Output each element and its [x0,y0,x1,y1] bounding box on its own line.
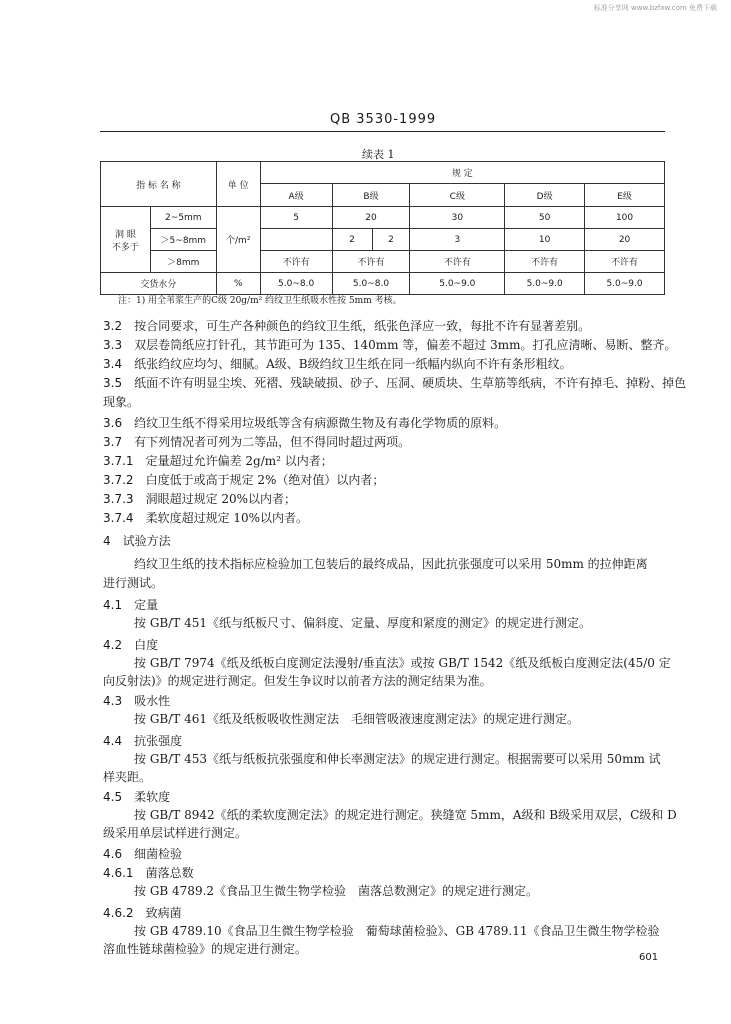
cell: 50 [505,207,585,229]
clause-4-1 [103,597,158,614]
clause-3-7-1 [103,453,333,470]
cell: 2 [332,229,372,251]
row-label: ＞8mm [150,251,216,273]
header-indicator-name: 指 标 名 称 [101,162,217,207]
table-title: 续表 1 [362,148,395,161]
clause-title: 抗张强度 [134,734,183,748]
clause-title: 柔软度 [134,790,171,804]
clause-title: 菌落总数 [145,866,194,880]
clause-4-6-1 [103,865,194,882]
row-unit: % [216,273,260,295]
clause-4-2-line1: 按 GB/T 7974《纸及纸板白度测定法漫射/垂直法》或按 GB/T 1542《纸及纸板白度测定法(45/0 定 [134,656,671,670]
header-grade-e: E级 [585,184,665,207]
clause-number: 3.2 [103,319,123,333]
clause-number: 4.5 [103,790,123,804]
clause-4-5-line2: 级采用单层试样进行测定。 [103,826,248,840]
hole-group-label [101,207,151,273]
clause-3-5 [103,375,686,392]
clause-4-1-line: 按 GB/T 451《纸与纸板尺寸、偏斜度、定量、厚度和紧度的测定》的规定进行测定。 [134,616,591,630]
clause-text: 有下列情况者可列为二等品，但不得同时超过两项。 [134,435,411,449]
clause-4-2 [103,637,158,654]
section-4-intro-line2: 进行测试。 [103,576,164,590]
clause-title: 吸水性 [134,694,171,708]
cell: 不许有 [260,251,332,273]
cell: 20 [332,207,410,229]
clause-number: 4.6.1 [103,866,134,880]
clause-text: 洞眼超过规定 20%以内者； [145,492,297,506]
table-row [101,207,665,229]
watermark-text: 标准分享网 www.bzfxw.com 免费下载 [593,4,717,12]
table-row [101,251,665,273]
hole-group-line1: 洞 眼 [114,229,136,240]
clause-text: 定量超过允许偏差 2g/m² 以内者； [145,454,333,468]
clause-4-6-2-line1: 按 GB 4789.10《食品卫生微生物学检验 葡萄球菌检验》、GB 4789.11《食品卫生微生物学检验 [134,924,660,938]
clause-text: 柔软度超过规定 10%以内者。 [145,511,309,525]
row-label: 2~5mm [150,207,216,229]
clause-3-6 [103,415,506,432]
clause-3-2 [103,318,590,335]
clause-4-4-line2: 样夹距。 [103,770,152,784]
cell: 5.0~9.0 [410,273,505,295]
table-header-row [101,162,665,184]
table-row [101,273,665,295]
cell: 10 [505,229,585,251]
clause-4-6-2 [103,905,182,922]
clause-text: 纸面不许有明显尘埃、死褶、残缺破损、砂子、压洞、硬质块、生草筋等纸病，不许有掉毛、掉粉、掉色 [134,376,687,390]
cell: 100 [585,207,665,229]
clause-3-3 [103,337,677,354]
clause-4-4-line1: 按 GB/T 453《纸与纸板抗张强度和伸长率测定法》的规定进行测定。根据需要可以采用 50mm 试 [134,752,661,766]
clause-3-7 [103,434,410,451]
clause-number: 4.1 [103,598,123,612]
clause-4-6 [103,846,182,863]
clause-number: 3.6 [103,416,123,430]
standard-code: QB 3530-1999 [330,112,437,127]
cell: 5.0~9.0 [505,273,585,295]
clause-4-5 [103,789,170,806]
row-label: ＞5~8mm [150,229,216,251]
table-note: 注：1) 用全苇浆生产的C级 20g/m² 绉纹卫生纸吸水性按 5mm 考核。 [118,296,402,306]
cell: 不许有 [505,251,585,273]
clause-title: 致病菌 [145,906,182,920]
section-4-title: 4 试验方法 [103,534,171,548]
clause-number: 4.4 [103,734,123,748]
clause-3-7-3 [103,491,296,508]
clause-4-4 [103,733,182,750]
clause-number: 3.3 [103,338,123,352]
clause-title: 定量 [134,598,159,612]
cell [260,229,332,251]
clause-4-2-line2: 向反射法)》的规定进行测定。但发生争议时以前者方法的测定结果为准。 [103,674,492,688]
cell: 20 [585,229,665,251]
clause-4-3 [103,693,170,710]
clause-number: 4.6 [103,847,123,861]
clause-title: 细菌检验 [134,847,183,861]
clause-number: 3.7.3 [103,492,134,506]
clause-number: 3.7.1 [103,454,134,468]
hole-group-line2: 不多于 [111,242,139,253]
row-label: 交货水分 [101,273,217,295]
clause-number: 4.3 [103,694,123,708]
clause-4-5-line1: 按 GB/T 8942《纸的柔软度测定法》的规定进行测定。狭缝宽 5mm，A级和 B级采用双层，C级和 D [134,808,677,822]
cell: 5.0~8.0 [332,273,410,295]
header-grade-a: A级 [260,184,332,207]
clause-text: 双层卷筒纸应打针孔，其节距可为 135、140mm 等，偏差不超过 3mm。打孔应清晰、易断、整齐。 [134,338,677,352]
clause-title: 白度 [134,638,159,652]
clause-number: 3.4 [103,357,123,371]
spec-table [100,161,665,295]
page-number: 601 [639,952,659,963]
clause-text: 绉纹卫生纸不得采用垃圾纸等含有病源微生物及有毒化学物质的原料。 [134,416,507,430]
row-unit: 个/m² [216,207,260,273]
clause-3-5-cont: 现象。 [103,395,140,409]
header-spec: 规 定 [260,162,664,184]
cell: 5 [260,207,332,229]
table-row [101,229,665,251]
clause-number: 3.7 [103,435,123,449]
header-unit: 单 位 [216,162,260,207]
clause-4-6-2-line2: 溶血性链球菌检验》的规定进行测定。 [103,942,308,956]
clause-number: 3.7.2 [103,473,134,487]
clause-number: 3.5 [103,376,123,390]
clause-number: 3.7.4 [103,511,134,525]
cell: 30 [410,207,505,229]
clause-3-7-4 [103,510,308,527]
cell: 3 [410,229,505,251]
section-4-intro-line1: 绉纹卫生纸的技术指标应检验加工包装后的最终成品，因此抗张强度可以采用 50mm 的拉伸距离 [134,557,648,571]
cell: 5.0~9.0 [585,273,665,295]
header-grade-b: B级 [332,184,410,207]
cell: 2 [372,229,410,251]
clause-text: 纸张绉纹应均匀、细腻。A级、B级绉纹卫生纸在同一纸幅内纵向不许有条形粗纹。 [134,357,572,371]
clause-number: 4.2 [103,638,123,652]
clause-text: 白度低于或高于规定 2%（绝对值）以内者； [145,473,385,487]
clause-number: 4.6.2 [103,906,134,920]
clause-4-6-1-line: 按 GB 4789.2《食品卫生微生物学检验 菌落总数测定》的规定进行测定。 [134,884,539,898]
clause-3-4 [103,356,572,373]
cell: 不许有 [410,251,505,273]
clause-text: 按合同要求，可生产各种颜色的绉纹卫生纸，纸张色泽应一致，每批不许有显著差别。 [134,319,591,333]
clause-4-3-line: 按 GB/T 461《纸及纸板吸收性测定法 毛细管吸液速度测定法》的规定进行测定。 [134,712,579,726]
header-rule [100,131,665,132]
clause-3-7-2 [103,472,384,489]
cell: 不许有 [585,251,665,273]
cell: 5.0~8.0 [260,273,332,295]
header-grade-d: D级 [505,184,585,207]
header-grade-c: C级 [410,184,505,207]
cell: 不许有 [332,251,410,273]
